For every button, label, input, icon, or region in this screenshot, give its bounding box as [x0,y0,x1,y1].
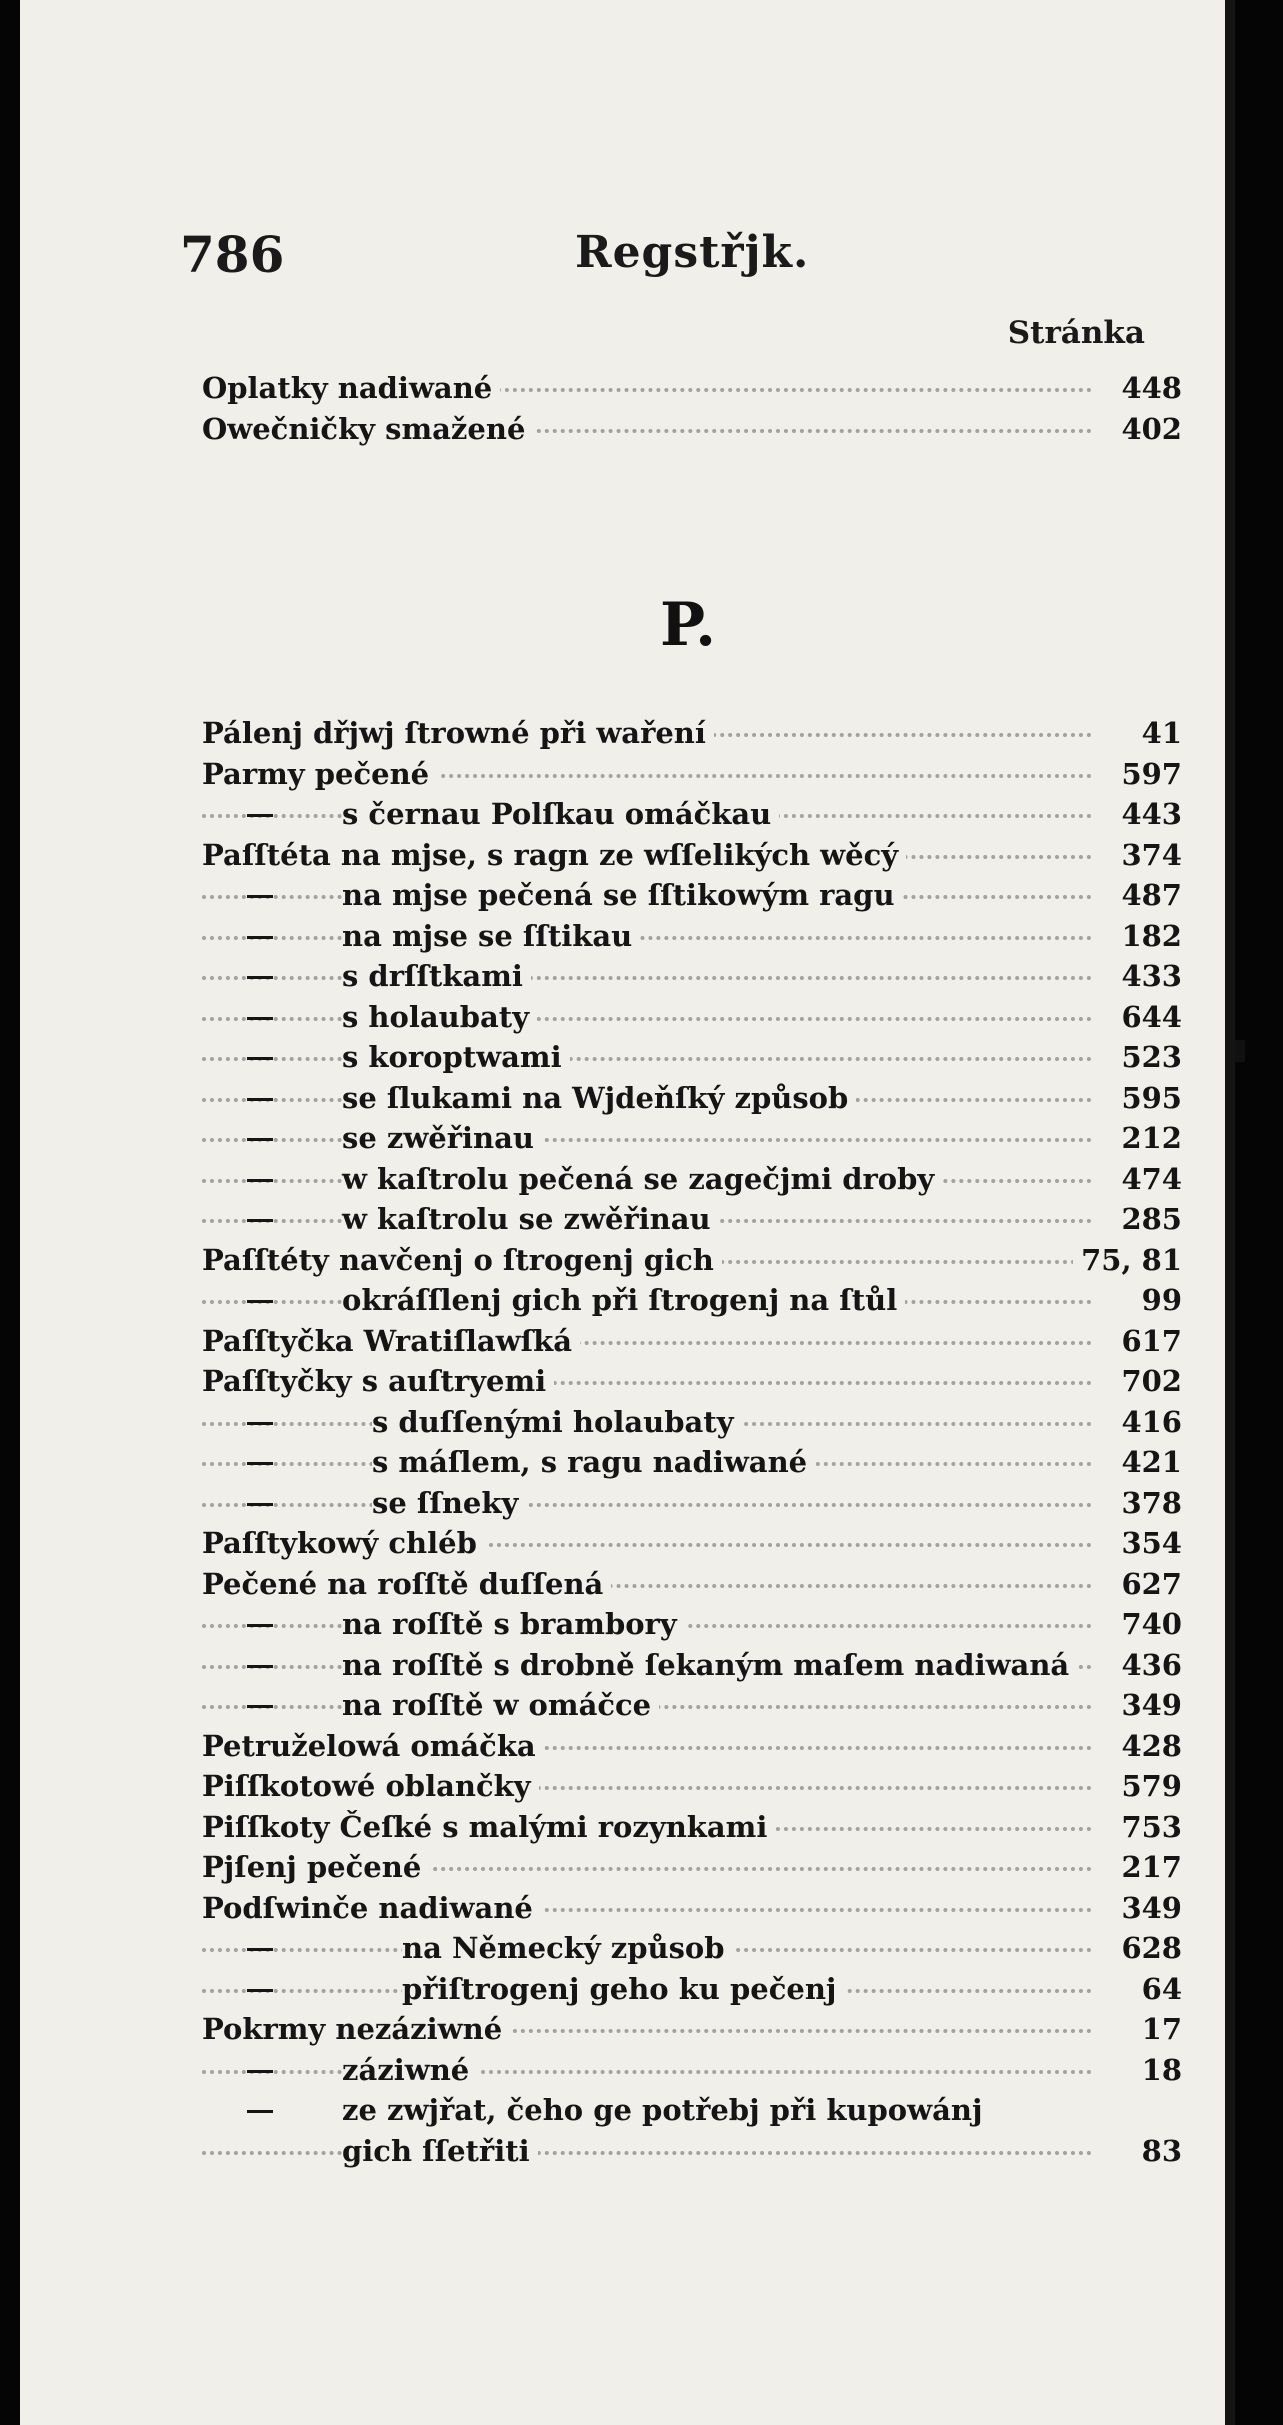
index-entry [202,1969,1182,2010]
entry-page-number: 182 [1113,919,1182,953]
entry-page-number: 217 [1113,1850,1182,1884]
index-entry [202,1726,1182,1767]
ditto-dash [247,895,273,898]
entry-label: w kaſtrolu pečená se zagečjmi droby [342,1162,942,1196]
entry-label: na Německý způsob [402,1931,733,1965]
ditto-dash [247,1138,273,1141]
entry-label: Pokrmy nezáziwné [202,2012,510,2046]
ditto-dash [247,1989,273,1992]
entry-page-number: 421 [1113,1445,1182,1479]
entry-label: Parmy pečené [202,757,437,791]
index-entry [202,997,1182,1038]
entry-page-number: 753 [1113,1810,1182,1844]
index-entry [202,1118,1182,1159]
entry-label: na mjse pečená se ſſtikowým ragu [342,878,903,912]
entry-label: Paſſtykowý chléb [202,1526,485,1560]
entry-label: Pečené na roſſtě duſſená [202,1567,611,1601]
entry-label: Petruželowá omáčka [202,1729,544,1763]
entry-page-number: 628 [1113,1931,1182,1965]
entry-page-number: 18 [1134,2053,1182,2087]
dot-leader [202,2070,1092,2074]
entry-label: Owečničky smažené [202,412,533,446]
entry-page-number: 523 [1113,1040,1182,1074]
entry-page-number: 617 [1113,1324,1182,1358]
entry-page-number: 448 [1113,371,1182,405]
index-entry [202,1564,1182,1605]
entry-page-number: 740 [1113,1607,1182,1641]
index-entry [202,1321,1182,1362]
ditto-dash [247,976,273,979]
index-entry [202,1604,1182,1645]
entry-label: s holaubaty [342,1000,537,1034]
entry-label: s máſlem, s ragu nadiwané [372,1445,815,1479]
ditto-dash [247,1665,273,1668]
entry-page-number: 595 [1113,1081,1182,1115]
ditto-dash [247,1300,273,1303]
entry-label: Piſſkoty Čeſké s malými rozynkami [202,1810,775,1844]
entry-page-number: 212 [1113,1121,1182,1155]
dot-leader [202,2151,1092,2155]
ditto-dash [247,1705,273,1708]
entry-page-number: 702 [1113,1364,1182,1398]
entry-page-number: 17 [1134,2012,1182,2046]
entry-label: Pjſenj pečené [202,1850,429,1884]
entry-page-number: 428 [1113,1729,1182,1763]
entry-label: na roſſtě s brambory [342,1607,685,1641]
index-entry [202,835,1182,876]
entry-page-number: 83 [1134,2134,1182,2168]
index-entry [202,1483,1182,1524]
entry-label: ze zwjřat, čeho ge potřebj při kupowánj [342,2093,990,2127]
entry-page-number: 443 [1113,797,1182,831]
ditto-dash [247,1057,273,1060]
index-entry [202,1888,1182,1929]
ditto-dash [247,1948,273,1951]
index-entry [202,875,1182,916]
entry-label: s duſſenými holaubaty [372,1405,742,1439]
entry-label: na mjse se ſſtikau [342,919,640,953]
index-entry [202,1928,1182,1969]
entry-label: s drſſtkami [342,959,531,993]
entry-page-number: 474 [1113,1162,1182,1196]
index-entry [202,2050,1182,2091]
index-entry [202,368,1182,409]
ditto-dash [247,1098,273,1101]
entry-page-number: 354 [1113,1526,1182,1560]
entry-page-number: 378 [1113,1486,1182,1520]
entry-page-number: 99 [1134,1283,1182,1317]
entry-page-number: 374 [1113,838,1182,872]
dot-leader [202,1017,1092,1021]
index-entry [202,1037,1182,1078]
entry-page-number: 416 [1113,1405,1182,1439]
entry-label: se ſſneky [372,1486,526,1520]
index-entry [202,2131,1182,2172]
index-entry [202,1766,1182,1807]
index-entry [202,916,1182,957]
entry-label: w kaſtrolu se zwěřinau [342,1202,719,1236]
entry-page-number: 433 [1113,959,1182,993]
page-number: 786 [180,225,285,284]
ditto-dash [247,1462,273,1465]
ditto-dash [247,936,273,939]
entry-label: gich ſſetřiti [342,2134,538,2168]
entry-label: Paſſtéty navčenj o ſtrogenj gich [202,1243,722,1277]
index-entry [202,1402,1182,1443]
index-entry [202,1847,1182,1888]
index-entry [202,2090,1182,2131]
entry-page-number: 349 [1113,1891,1182,1925]
index-entry [202,794,1182,835]
ditto-dash [247,1422,273,1425]
index-entry [202,1240,1182,1281]
ditto-dash [247,1017,273,1020]
dot-leader [202,1138,1092,1142]
ditto-dash [247,814,273,817]
entry-label: Paſſtyčka Wratiſlawſká [202,1324,580,1358]
entry-page-number: 349 [1113,1688,1182,1722]
index-entry [202,1361,1182,1402]
ditto-dash [247,1179,273,1182]
entry-page-number: 64 [1134,1972,1182,2006]
entry-label: přiſtrogenj geho ku pečenj [402,1972,844,2006]
ditto-dash [247,1219,273,1222]
dot-leader [202,936,1092,940]
entry-label: Oplatky nadiwané [202,371,500,405]
dot-leader [202,1503,1092,1507]
entry-page-number: 627 [1113,1567,1182,1601]
page-edge-mark [1231,1040,1245,1062]
page-header [180,225,1180,305]
book-page [20,0,1235,2425]
index-entry [202,1199,1182,1240]
ditto-dash [247,2070,273,2073]
entry-page-number: 402 [1113,412,1182,446]
index-entry [202,1523,1182,1564]
index-entry [202,1807,1182,1848]
entry-page-number: 597 [1113,757,1182,791]
entry-label: s černau Polſkau omáčkau [342,797,779,831]
index-entry [202,1159,1182,1200]
entry-label: záziwné [342,2053,477,2087]
entry-page-number: 75, 81 [1073,1243,1182,1277]
index-entry [202,2009,1182,2050]
entry-label: Paſſtéta na mjse, s ragn ze wſſelikých wěcý [202,838,906,872]
index-entry [202,1442,1182,1483]
index-entry [202,754,1182,795]
entry-page-number: 644 [1113,1000,1182,1034]
entry-label: na roſſtě s drobně ſekaným maſem nadiwaná [342,1648,1077,1682]
index-entry [202,409,1182,450]
column-label: Stránka [1007,315,1145,351]
index-list-p [202,713,1182,2171]
entry-label: okráſſlenj gich při ſtrogenj na ſtůl [342,1283,905,1317]
index-entry [202,1685,1182,1726]
index-entry [202,1280,1182,1321]
index-entry [202,1645,1182,1686]
ditto-dash [247,1624,273,1627]
entry-label: se zwěřinau [342,1121,542,1155]
index-list-o [202,368,1182,449]
entry-label: Podſwinče nadiwané [202,1891,541,1925]
ditto-dash [247,1503,273,1506]
entry-page-number: 285 [1113,1202,1182,1236]
dot-leader [202,1057,1092,1061]
index-entry [202,956,1182,997]
entry-label: Piſſkotowé oblančky [202,1769,539,1803]
index-entry [202,1078,1182,1119]
entry-page-number: 579 [1113,1769,1182,1803]
running-title: Regstřjk. [575,227,810,278]
entry-page-number: 487 [1113,878,1182,912]
ditto-dash [247,2110,273,2113]
entry-page-number: 436 [1113,1648,1182,1682]
entry-label: se ſlukami na Wjdeňſký způsob [342,1081,856,1115]
entry-label: Pálenj dřjwj ſtrowné při waření [202,716,714,750]
entry-page-number: 41 [1134,716,1182,750]
dot-leader [202,976,1092,980]
entry-label: s koroptwami [342,1040,570,1074]
section-heading: P. [660,590,717,660]
index-entry [202,713,1182,754]
entry-label: na roſſtě w omáčce [342,1688,659,1722]
entry-label: Paſſtyčky s auſtryemi [202,1364,554,1398]
